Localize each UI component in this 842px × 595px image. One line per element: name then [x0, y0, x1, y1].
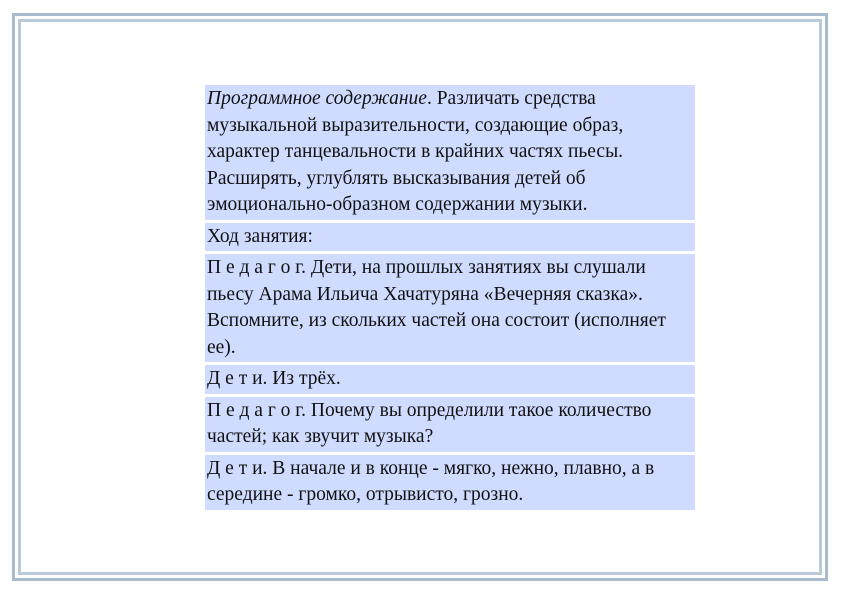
program-content-paragraph [205, 85, 695, 220]
program-content-label: Программное содержание [207, 88, 427, 109]
dialogue-line-teacher-2: П е д а г о г. Почему вы определили такое количество частей; как звучит музыка? [205, 397, 695, 452]
program-content-text: . Различать средства музыкальной выразительности, создающие образ, характер танцевальности в крайних частях пьесы. Расширять, углублять высказывания детей об эмоционально-образном содержании музыки. [207, 88, 624, 215]
dialogue-line-teacher-1: П е д а г о г. Дети, на прошлых занятиях вы слушали пьесу Арама Ильича Хачатуряна «Вечерняя сказка». Вспомните, из скольких частей она состоит (исполняет ее). [205, 254, 695, 362]
lesson-text-block [205, 85, 695, 510]
lesson-heading: Ход занятия: [205, 223, 695, 252]
dialogue-line-children-2: Д е т и. В начале и в конце - мягко, нежно, плавно, а в середине - громко, отрывисто, грозно. [205, 455, 695, 510]
dialogue-line-children-1: Д е т и. Из трёх. [205, 365, 695, 394]
